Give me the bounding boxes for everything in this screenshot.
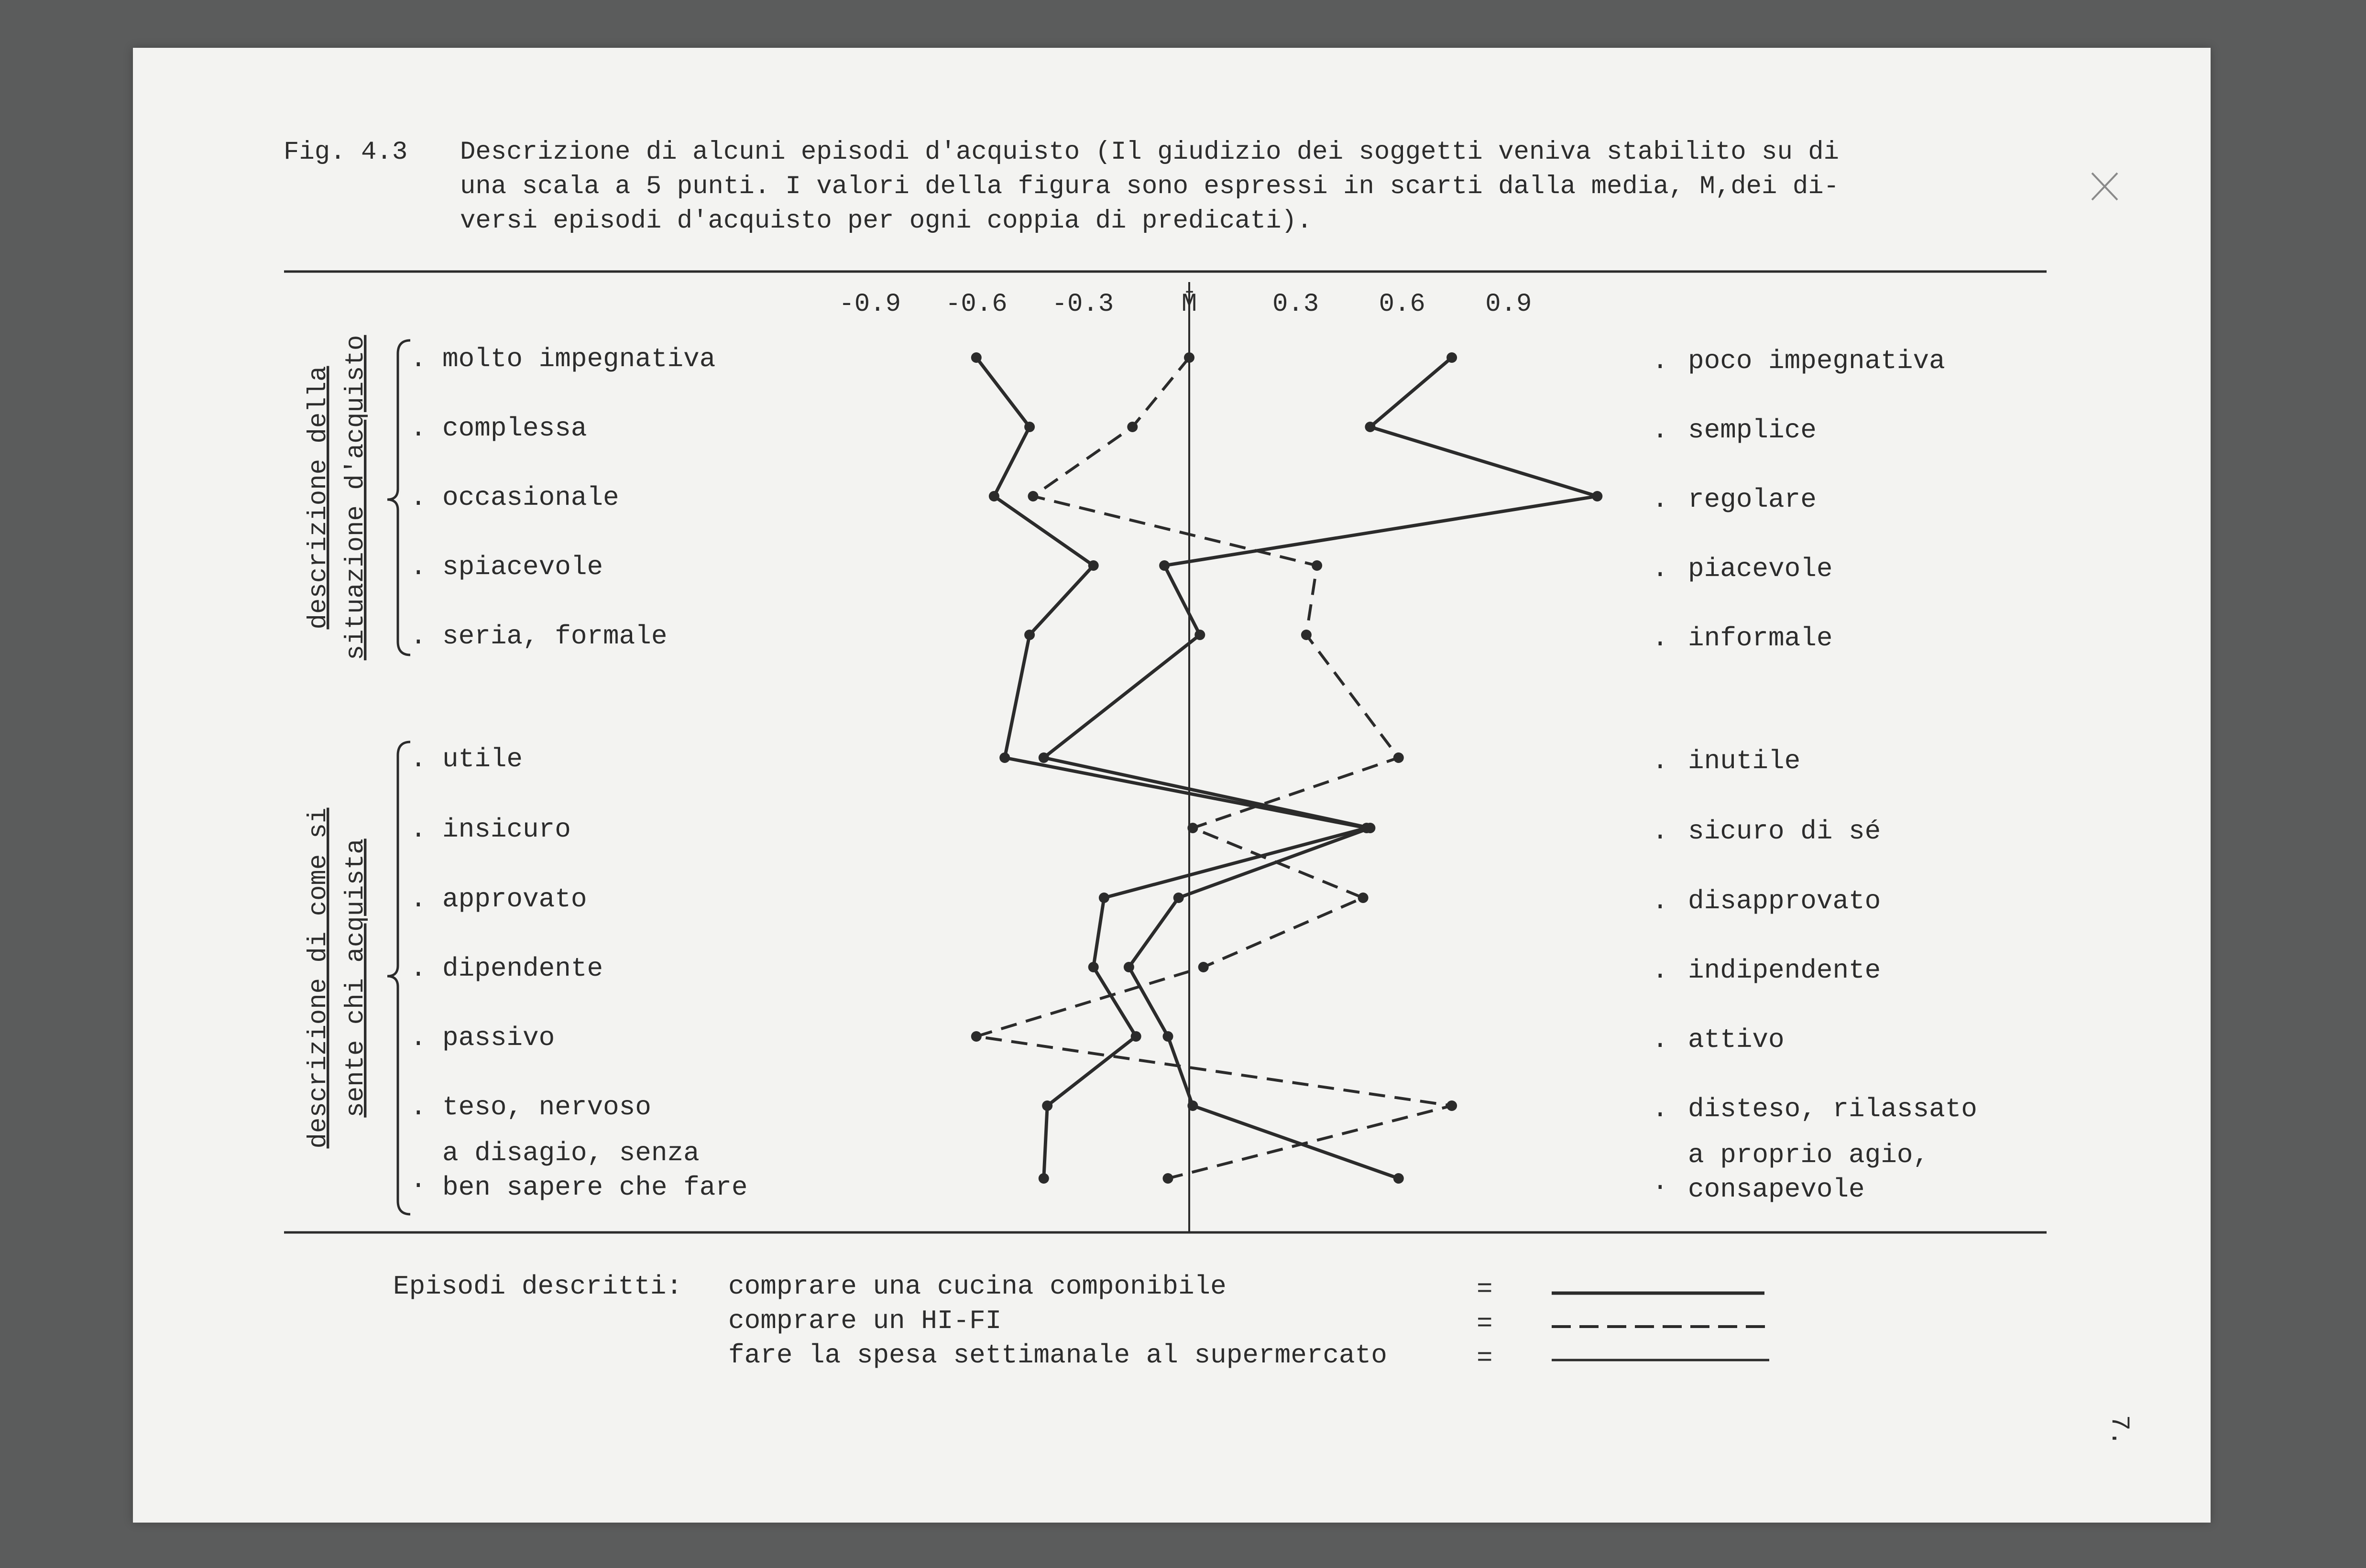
data-point: [1365, 823, 1375, 833]
left-predicate-label: utile: [442, 744, 523, 774]
left-predicate-label: dipendente: [442, 953, 603, 984]
right-bullet: .: [1652, 1166, 1668, 1197]
x-tick-label: 0.9: [1485, 290, 1532, 319]
right-predicate-label: indipendente: [1688, 955, 1881, 986]
data-point: [1039, 752, 1049, 763]
data-point: [971, 352, 982, 363]
data-point: [1099, 893, 1109, 903]
right-predicate-label: poco impegnativa: [1688, 346, 1945, 376]
left-predicate-label: a disagio, senza: [442, 1138, 700, 1168]
data-point: [1187, 1100, 1198, 1111]
data-point: [1127, 422, 1138, 432]
data-point: [1024, 422, 1035, 432]
data-point: [1088, 962, 1099, 972]
data-point: [1042, 1100, 1052, 1111]
group-bracket: [387, 742, 410, 1214]
right-bullet: .: [1652, 346, 1668, 376]
right-bullet: .: [1652, 484, 1668, 515]
right-predicate-label: piacevole: [1688, 554, 1833, 584]
x-tick-label: 0.6: [1379, 290, 1425, 319]
right-bullet: .: [1652, 623, 1668, 653]
series-line: [976, 358, 1367, 1178]
left-predicate-label: passivo: [442, 1023, 555, 1053]
right-predicate-label: consapevole: [1688, 1174, 1865, 1205]
data-point: [1393, 1173, 1404, 1184]
data-point: [1024, 630, 1035, 640]
left-predicate-label: insicuro: [442, 814, 571, 845]
right-predicate-label: semplice: [1688, 415, 1817, 446]
legend-intro: Episodi descritti:: [393, 1271, 682, 1302]
legend-eq-1: =: [1477, 1274, 1493, 1305]
x-tick-label: -0.3: [1052, 290, 1114, 319]
group-label-line: situazione d'acquisto: [341, 335, 371, 661]
right-bullet: .: [1652, 1094, 1668, 1124]
group-bracket: [387, 340, 410, 655]
right-bullet: .: [1652, 816, 1668, 847]
data-point: [1039, 1173, 1049, 1184]
left-bullet: .: [410, 621, 427, 652]
right-bullet: .: [1652, 554, 1668, 584]
right-predicate-label: informale: [1688, 623, 1833, 653]
left-bullet: .: [410, 1165, 427, 1195]
series-line: [1044, 358, 1598, 1178]
series-line: [976, 358, 1452, 1178]
data-point: [1173, 893, 1184, 903]
x-tick-label: 0.3: [1272, 290, 1319, 319]
data-point: [971, 1031, 982, 1042]
data-point: [1131, 1031, 1141, 1042]
legend: [393, 1271, 1769, 1373]
data-point: [989, 491, 999, 501]
series-lines: [971, 352, 1603, 1184]
data-point: [1592, 491, 1602, 501]
data-point: [1446, 352, 1457, 363]
right-predicate-label: disteso, rilassato: [1688, 1094, 1977, 1124]
right-predicate-label: a proprio agio,: [1688, 1140, 1929, 1170]
right-predicate-label: disapprovato: [1688, 886, 1881, 916]
data-point: [1446, 1100, 1457, 1111]
x-tick-label: M̄: [1181, 290, 1197, 319]
data-point: [1187, 823, 1198, 833]
left-predicate-label: seria, formale: [442, 621, 668, 652]
caption-line-3: versi episodi d'acquisto per ogni coppia di predicati).: [460, 207, 1313, 236]
predicate-labels: [410, 344, 1977, 1205]
group-label-line: descrizione della: [304, 366, 333, 630]
right-bullet: .: [1652, 415, 1668, 446]
data-point: [1312, 560, 1322, 571]
left-predicate-label: molto impegnativa: [442, 344, 716, 374]
left-bullet: .: [410, 1023, 427, 1053]
page-number: 7.: [2104, 1415, 2134, 1446]
data-point: [1301, 630, 1312, 640]
left-bullet: .: [410, 482, 427, 513]
figure-label: Fig. 4.3: [284, 138, 408, 167]
left-bullet: .: [410, 953, 427, 984]
caption-line-2: una scala a 5 punti. I valori della figura sono espressi in scarti dalla media, M,dei di-: [460, 172, 1840, 201]
data-point: [999, 752, 1010, 763]
left-predicate-label: approvato: [442, 884, 587, 915]
left-bullet: .: [410, 884, 427, 915]
left-bullet: .: [410, 744, 427, 774]
left-bullet: .: [410, 344, 427, 374]
left-predicate-label: teso, nervoso: [442, 1092, 651, 1122]
group-label-line: descrizione di come si: [304, 807, 333, 1149]
legend-eq-3: =: [1477, 1343, 1493, 1373]
right-bullet: .: [1652, 746, 1668, 776]
group-label-line: sente chi acquista: [341, 838, 371, 1118]
left-predicate-label: spiacevole: [442, 552, 603, 582]
left-bullet: .: [410, 552, 427, 582]
right-bullet: .: [1652, 886, 1668, 916]
legend-eq-2: =: [1477, 1308, 1493, 1339]
left-predicate-label: ben sapere che fare: [442, 1172, 748, 1203]
legend-label-cucina: comprare una cucina componibile: [728, 1271, 1227, 1302]
x-tick-label: -0.9: [839, 290, 901, 319]
data-point: [1194, 630, 1205, 640]
data-point: [1028, 491, 1039, 501]
data-point: [1365, 422, 1375, 432]
left-bullet: .: [410, 1092, 427, 1122]
x-tick-labels: [839, 290, 1532, 319]
data-point: [1358, 893, 1369, 903]
data-point: [1163, 1031, 1173, 1042]
figure-caption: [284, 138, 1839, 236]
left-bullet: .: [410, 814, 427, 845]
data-point: [1393, 752, 1404, 763]
right-predicate-label: regolare: [1688, 484, 1817, 515]
pencil-cross-mark: [2092, 173, 2117, 200]
data-point: [1198, 962, 1209, 972]
legend-label-hifi: comprare un HI-FI: [728, 1306, 1002, 1336]
left-predicate-label: occasionale: [442, 482, 619, 513]
data-point: [1124, 962, 1134, 972]
right-predicate-label: inutile: [1688, 746, 1801, 776]
group-brackets: [304, 335, 410, 1214]
data-point: [1088, 560, 1099, 571]
data-point: [1159, 560, 1170, 571]
data-point: [1163, 1173, 1173, 1184]
right-predicate-label: sicuro di sé: [1688, 816, 1881, 847]
legend-label-spesa: fare la spesa settimanale al supermercato: [728, 1340, 1387, 1371]
caption-line-1: Descrizione di alcuni episodi d'acquisto (Il giudizio dei soggetti veniva stabilito su di: [460, 138, 1840, 167]
right-bullet: .: [1652, 1024, 1668, 1055]
right-predicate-label: attivo: [1688, 1024, 1785, 1055]
x-tick-label: -0.6: [945, 290, 1008, 319]
right-bullet: .: [1652, 955, 1668, 986]
left-bullet: .: [410, 413, 427, 444]
left-predicate-label: complessa: [442, 413, 587, 444]
data-point: [1184, 352, 1194, 363]
